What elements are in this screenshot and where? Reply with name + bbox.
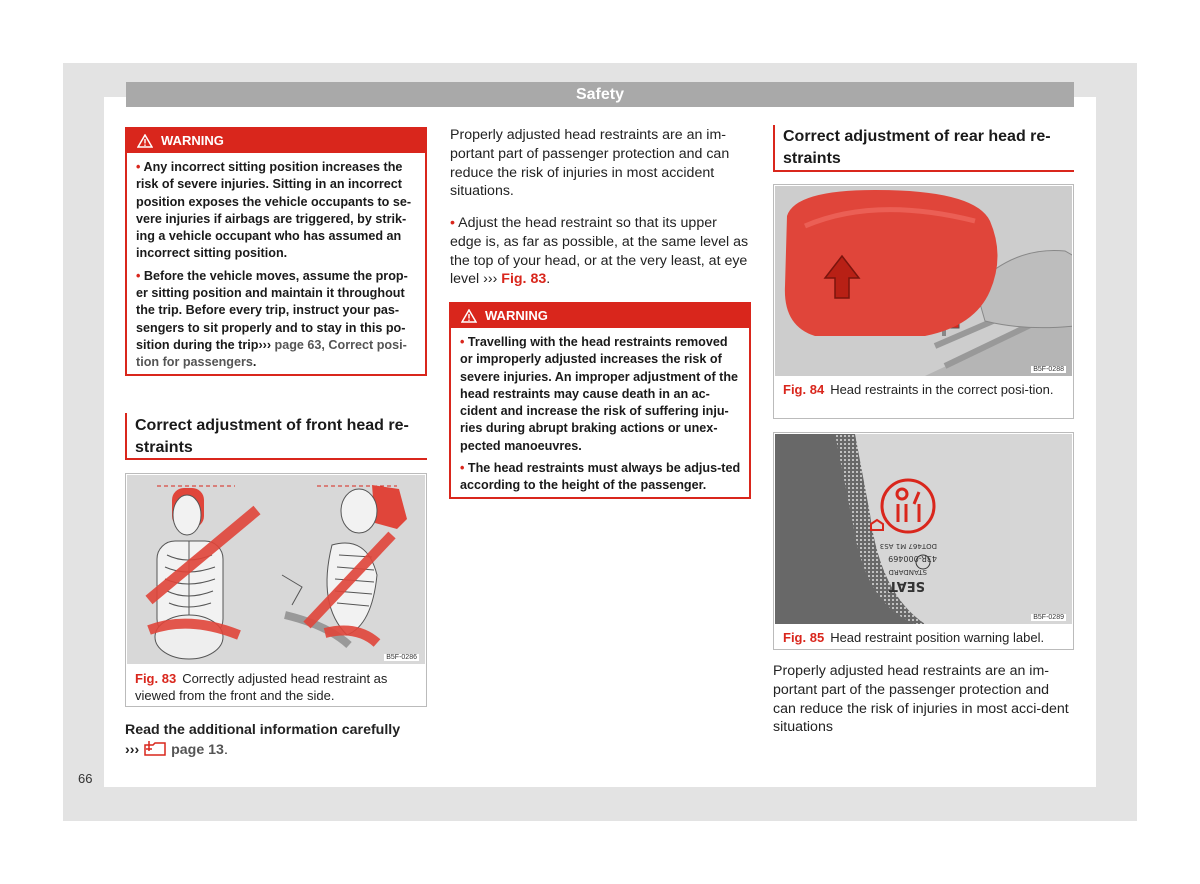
instruction-bullet: • Adjust the head restraint so that its upper edge is, as far as possible, at the same level as the top of your head, or at the very least, at eye level ››› Fig. 83.	[450, 215, 749, 288]
head-restraint-illustration	[127, 475, 425, 664]
figure-image	[775, 186, 1072, 376]
warning-header	[127, 129, 425, 153]
svg-text:STANDARD: STANDARD	[888, 568, 927, 576]
figure-code: B5F-0286	[386, 654, 417, 661]
link-page-13[interactable]: page 13	[171, 741, 224, 758]
figure-caption: Fig. 83 Correctly adjusted head restraint as viewed from the front and the side.	[135, 671, 388, 703]
page-number: 66	[78, 771, 93, 786]
svg-text:SEAT: SEAT	[888, 578, 925, 593]
warning-bullet: • Before the vehicle moves, assume the prop-er sitting position and maintain it throughout the trip. Before every trip, instruct your pas-sengers to sit properly and to stay in this po-sition during the trip››› page 63, Correct posi-tion for passengers.	[136, 268, 408, 370]
warning-bullet: • The head restraints must always be adjus-ted according to the height of the passenger.	[460, 461, 741, 493]
rear-paragraph: Properly adjusted head restraints are an im-portant part of the passenger protection and can reduce the risk of injuries in most acci-dent situations	[773, 663, 1069, 736]
figure-caption: Fig. 85 Head restraint position warning label.	[783, 630, 1045, 645]
figure-image	[775, 434, 1072, 624]
warning-box-sitting	[125, 127, 427, 376]
warning-box-head-restraints	[449, 302, 751, 499]
figure-caption: Fig. 84 Head restraints in the correct posi-tion.	[783, 382, 1054, 397]
intro-paragraph: Properly adjusted head restraints are an im-portant part of passenger protection and can reduce the risk of injuries in most accident situations.	[450, 127, 730, 200]
book-reference-icon	[143, 740, 167, 756]
figure-code: B5F-0288	[1033, 366, 1064, 373]
section-title-front: Correct adjustment of front head re-straints	[125, 413, 427, 460]
figure-83	[125, 473, 427, 707]
section-title-rear: Correct adjustment of rear head re-straints	[773, 125, 1074, 172]
warning-label: WARNING	[161, 133, 224, 148]
svg-text:DOT467 M1 AS3: DOT467 M1 AS3	[879, 542, 937, 550]
read-more: Read the additional information carefully ››› page 13.	[125, 722, 401, 758]
warning-bullet: • Travelling with the head restraints removed or improperly adjusted increases the risk of severe injuries. An improper adjustment of the head restraints may cause death in an ac-cident and increase the risk of suffering inju-ries during abrupt braking actions or unex-pected manoeuvres.	[460, 335, 739, 453]
figure-84	[773, 184, 1074, 419]
svg-text:43R-000469: 43R-000469	[888, 554, 937, 563]
warning-bullet: • Any incorrect sitting position increases the risk of severe injuries. Sitting in an incorrect position exposes the vehicle occupants to se-vere injuries if airbags are triggered, by strik-ing a vehicle occupant who has assumed an incorrect sitting position.	[136, 160, 412, 261]
warning-label: WARNING	[485, 308, 548, 323]
warning-label-photo	[775, 434, 1072, 624]
chapter-header: Safety	[126, 82, 1074, 107]
link-fig-83[interactable]: Fig. 83	[501, 271, 547, 288]
figure-85	[773, 432, 1074, 650]
warning-header	[451, 304, 749, 328]
link-page-63[interactable]: page 63, Correct posi-tion for passengers	[136, 337, 407, 370]
figure-image	[127, 475, 425, 664]
rear-head-restraint-photo	[775, 186, 1072, 376]
warning-triangle-icon	[137, 134, 153, 148]
warning-triangle-icon	[461, 309, 477, 323]
figure-code: B5F-0289	[1033, 614, 1064, 621]
